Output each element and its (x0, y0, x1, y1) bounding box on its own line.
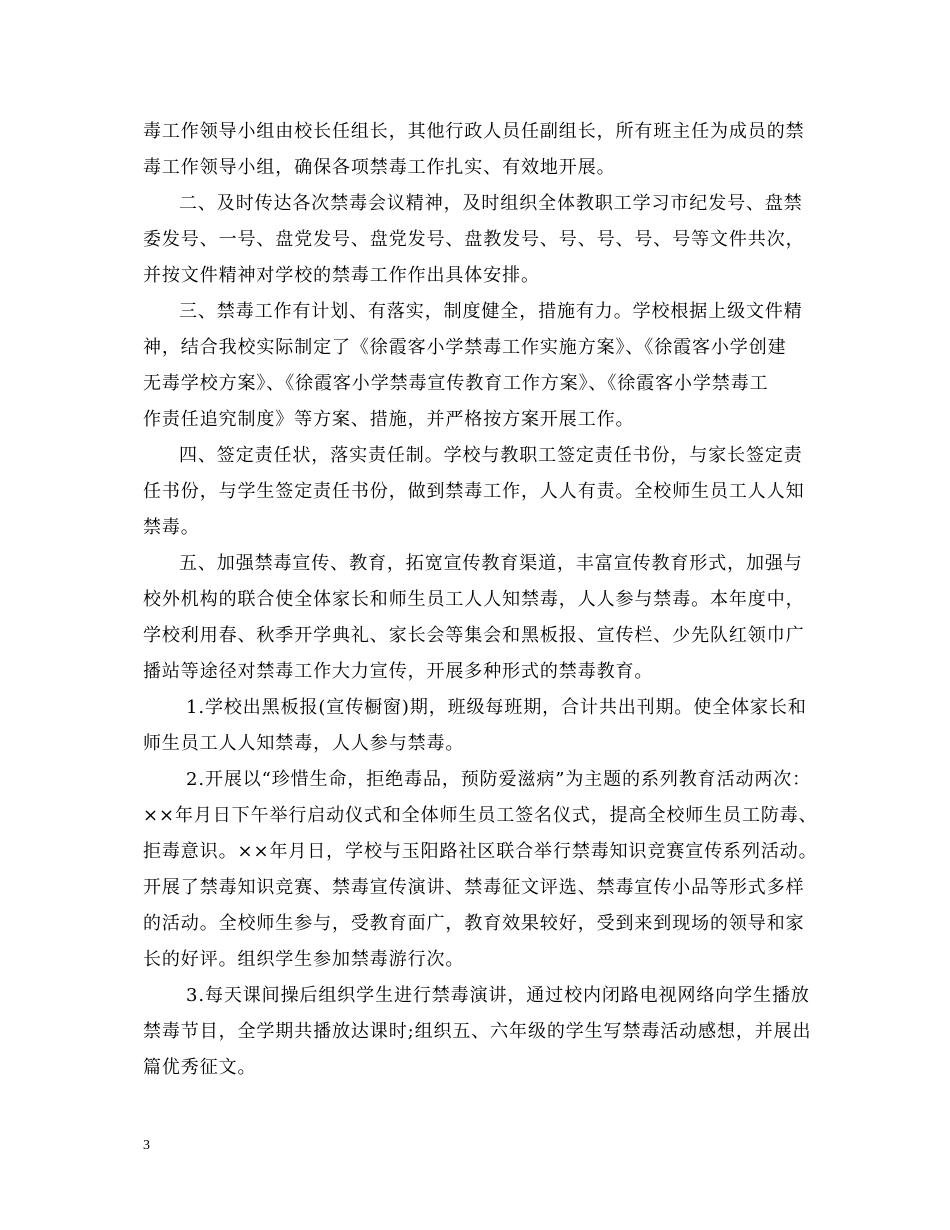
paragraph-line: 无毒学校方案》、《徐霞客小学禁毒宣传教育工作方案》、《徐霞客小学禁毒工 (143, 373, 769, 394)
paragraph-line: 3.每天课间操后组织学生进行禁毒演讲，通过校内闭路电视网络向学生播放 (186, 985, 810, 1006)
paragraph-line: 委发号、一号、盘党发号、盘党发号、盘教发号、号、号、号、号等文件共次， (143, 229, 805, 250)
paragraph-line: 1.学校出黑板报(宣传橱窗)期，班级每班期，合计共出刊期。使全体家长和 (186, 697, 807, 718)
paragraph-line: 校外机构的联合使全体家长和师生员工人人知禁毒，人人参与禁毒。本年度中， (143, 589, 805, 610)
paragraph-line: 毒工作领导小组，确保各项禁毒工作扎实、有效地开展。 (143, 157, 616, 178)
paragraph-line: 神，结合我校实际制定了《徐霞客小学禁毒工作实施方案》、《徐霞客小学创建 (143, 337, 787, 358)
paragraph-line: 学校利用春、秋季开学典礼、家长会等集会和黑板报、宣传栏、少先队红领巾广 (143, 625, 805, 646)
paragraph-line: 师生员工人人知禁毒，人人参与禁毒。 (143, 733, 465, 754)
paragraph-line: 禁毒。 (143, 517, 200, 538)
paragraph-line: 禁毒节目，全学期共播放达课时;组织五、六年级的学生写禁毒活动感想，并展出 (143, 1021, 812, 1042)
paragraph-line: 2.开展以“珍惜生命，拒绝毒品，预防爱滋病”为主题的系列教育活动两次： (186, 769, 812, 790)
paragraph-line: 作责任追究制度》等方案、措施，并严格按方案开展工作。 (143, 409, 635, 430)
paragraph-line: ××年月日下午举行启动仪式和全体师生员工签名仪式，提高全校师生员工防毒、 (143, 805, 818, 826)
paragraph-line: 毒工作领导小组由校长任组长，其他行政人员任副组长，所有班主任为成员的禁 (143, 121, 805, 142)
paragraph-line: 长的好评。组织学生参加禁毒游行次。 (143, 949, 465, 970)
page-number: 3 (143, 1138, 150, 1153)
paragraph-line: 并按文件精神对学校的禁毒工作作出具体安排。 (143, 265, 540, 286)
paragraph-line: 播站等途径对禁毒工作大力宣传，开展多种形式的禁毒教育。 (143, 661, 654, 682)
paragraph-line: 的活动。全校师生参与，受教育面广，教育效果较好，受到来到现场的领导和家 (143, 913, 805, 934)
paragraph-line: 开展了禁毒知识竞赛、禁毒宣传演讲、禁毒征文评选、禁毒宣传小品等形式多样 (143, 877, 805, 898)
paragraph-line: 任书份，与学生签定责任书份，做到禁毒工作，人人有责。全校师生员工人人知 (143, 481, 805, 502)
paragraph-line: 拒毒意识。××年月日，学校与玉阳路社区联合举行禁毒知识竞赛宣传系列活动。 (143, 841, 818, 862)
paragraph-line: 四、签定责任状，落实责任制。学校与教职工签定责任书份，与家长签定责 (179, 445, 803, 466)
paragraph-line: 二、及时传达各次禁毒会议精神，及时组织全体教职工学习市纪发号、盘禁 (179, 193, 803, 214)
paragraph-line: 三、禁毒工作有计划、有落实，制度健全，措施有力。学校根据上级文件精 (179, 301, 803, 322)
paragraph-line: 五、加强禁毒宣传、教育，拓宽宣传教育渠道，丰富宣传教育形式，加强与 (179, 553, 803, 574)
paragraph-line: 篇优秀征文。 (143, 1057, 257, 1078)
